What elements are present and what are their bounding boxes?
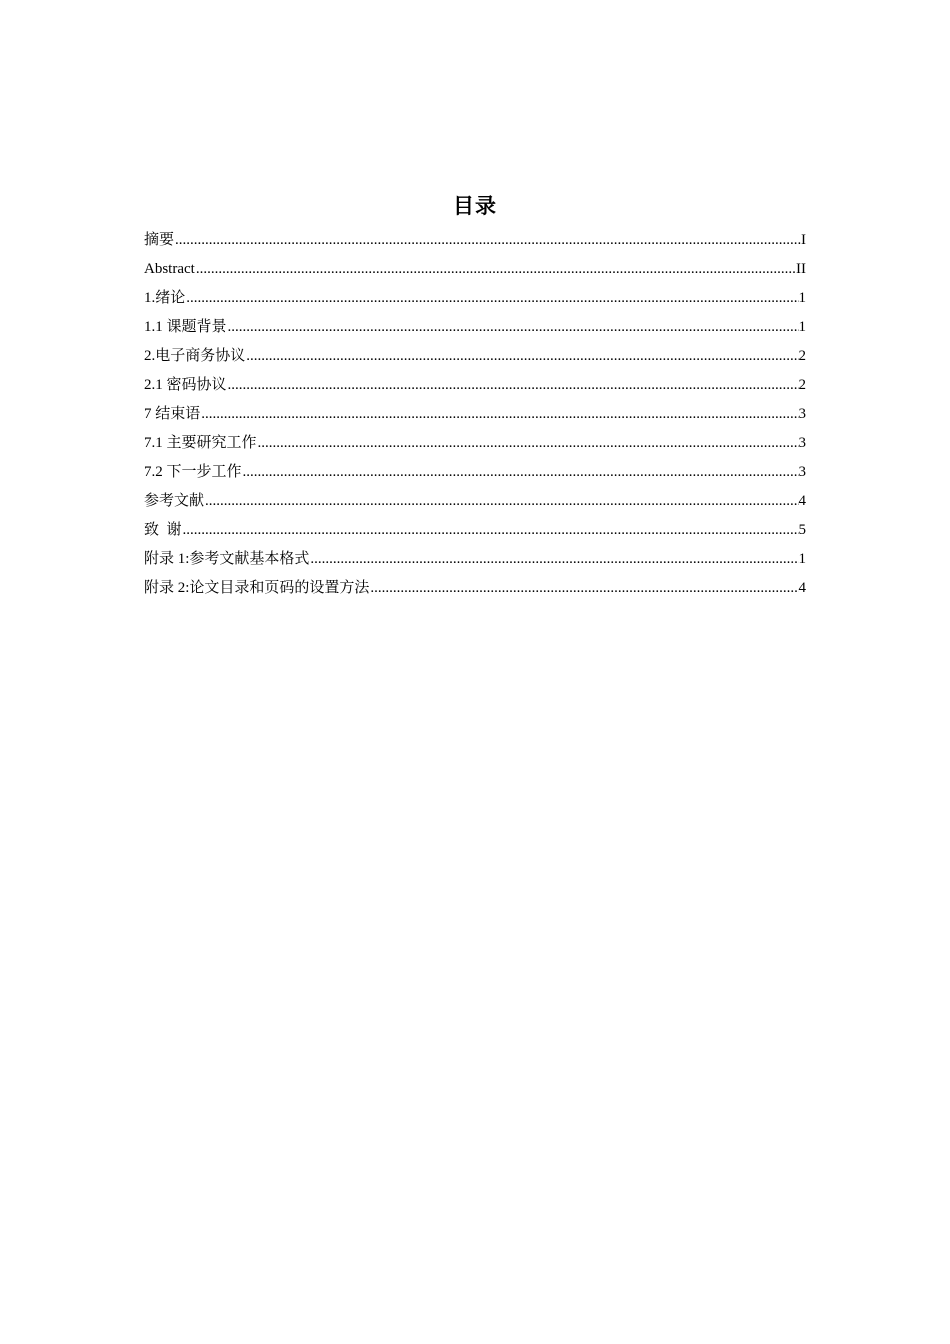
toc-entry-page: 4 (798, 493, 806, 509)
toc-dot-leader (183, 516, 799, 545)
toc-entry-abstract-en[interactable] (144, 255, 806, 284)
toc-entry-main-work[interactable] (144, 429, 806, 458)
toc-entry-page: II (796, 261, 806, 277)
toc-entry-label: 2.1 密码协议 (144, 377, 227, 393)
toc-entry-label: 7 结束语 (144, 406, 201, 422)
toc-entry-label: 1.绪论 (144, 290, 186, 306)
toc-dot-leader (186, 284, 798, 313)
toc-entry-conclusion[interactable] (144, 400, 806, 429)
toc-entry-label: 附录 2:论文目录和页码的设置方法 (144, 580, 370, 596)
toc-entry-label: 2.电子商务协议 (144, 348, 246, 364)
toc-entry-label: 7.1 主要研究工作 (144, 435, 257, 451)
toc-entry-page: 1 (798, 319, 806, 335)
toc-dot-leader (310, 545, 798, 574)
toc-entry-page: 4 (798, 580, 806, 596)
toc-entry-label: 附录 1:参考文献基本格式 (144, 551, 310, 567)
toc-dot-leader (205, 487, 798, 516)
toc-entry-references[interactable] (144, 487, 806, 516)
toc-entry-page: 1 (798, 290, 806, 306)
toc-entry-label: 参考文献 (144, 493, 205, 509)
toc-entry-page: I (801, 232, 806, 248)
toc-dot-leader (175, 226, 801, 255)
toc-entry-page: 3 (798, 406, 806, 422)
toc-dot-leader (246, 342, 798, 371)
toc-dot-leader (370, 574, 798, 603)
toc-entry-appendix-2[interactable] (144, 574, 806, 603)
toc-entry-ecommerce-protocol[interactable] (144, 342, 806, 371)
toc-entry-page: 3 (798, 435, 806, 451)
toc-entry-page: 3 (798, 464, 806, 480)
toc-dot-leader (228, 313, 799, 342)
toc-entry-label: 摘要 (144, 232, 175, 248)
toc-entry-next-steps[interactable] (144, 458, 806, 487)
toc-entry-page: 1 (798, 551, 806, 567)
table-of-contents (144, 226, 806, 603)
toc-entry-label: 7.2 下一步工作 (144, 464, 242, 480)
toc-entry-label: 1.1 课题背景 (144, 319, 227, 335)
toc-entry-label: Abstract (144, 261, 195, 277)
toc-entry-page: 5 (798, 522, 806, 538)
toc-title: 目录 (453, 194, 497, 218)
toc-entry-label: 致 谢 (144, 522, 182, 538)
toc-entry-page: 2 (798, 377, 806, 393)
toc-entry-page: 2 (798, 348, 806, 364)
toc-entry-abstract-cn[interactable] (144, 226, 806, 255)
toc-entry-acknowledgements[interactable] (144, 516, 806, 545)
toc-dot-leader (228, 371, 799, 400)
toc-dot-leader (243, 458, 799, 487)
toc-entry-appendix-1[interactable] (144, 545, 806, 574)
toc-entry-introduction[interactable] (144, 284, 806, 313)
toc-dot-leader (258, 429, 799, 458)
toc-dot-leader (201, 400, 798, 429)
toc-entry-crypto-protocol[interactable] (144, 371, 806, 400)
toc-entry-background[interactable] (144, 313, 806, 342)
toc-dot-leader (196, 255, 796, 284)
